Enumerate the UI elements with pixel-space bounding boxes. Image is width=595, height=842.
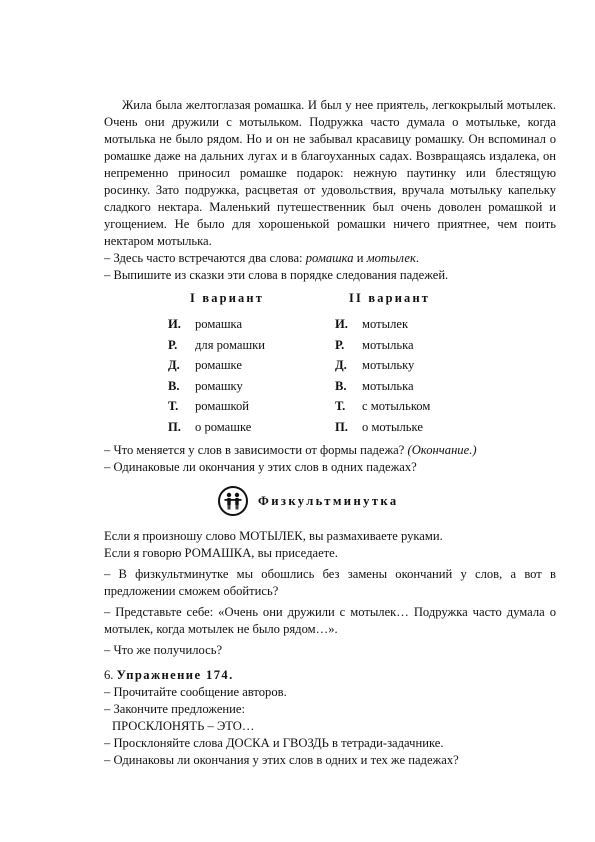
fairy-tale-paragraph: Жила была желтоглазая ромашка. И был у нее приятель, легкокрылый мотылек. Очень они дружили с мотыльком. Подружка часто думала о мотыльке, когда мотылька не было рядом. Но и он не забывал красавицу ромашку. Он вспоминал о ромашке даже на дальних лугах и в благоуханных садах. Возвращаясь издалека, он непременно приносил ромашке подарок: нежную паутинку или блестящую росинку. Зато подружка, расцветая от удовольствия, вручала мотыльку капельку сладкого нектара. Маленький путешественник был очень доволен ромашкой и угощением. Не было для хорошенькой ромашки ничего приятнее, чем поить нектаром мотылька. [104, 98, 556, 248]
case-row [168, 398, 265, 419]
task-finish-sentence: – Закончите предложение: [104, 702, 246, 716]
answer-text: (Окончание.) [407, 443, 477, 457]
case-label: Р. [168, 337, 178, 352]
case-row [335, 357, 430, 378]
case-word: ромашкой [195, 399, 250, 413]
exercise-title [104, 667, 556, 684]
case-word: мотыльку [362, 358, 415, 372]
case-word: о мотыльке [362, 419, 423, 434]
conjunction: и [353, 251, 367, 265]
case-label: Т. [335, 399, 346, 413]
question-can-we-manage: – В физкультминутке мы обошлись без замены окончаний у слов, а вот в предложении сможем обойтись? [104, 567, 556, 598]
exercise-name: Упражнение 174. [116, 668, 234, 682]
case-word: ромашка [195, 317, 243, 331]
case-row [168, 316, 265, 337]
task-sentence-start: ПРОСКЛОНЯТЬ – ЭТО… [112, 719, 255, 733]
case-label: П. [335, 419, 348, 434]
declension-table [104, 290, 556, 442]
case-word: о ромашке [195, 419, 252, 434]
case-label: Д. [168, 358, 180, 372]
task-read: – Прочитайте сообщение авторов. [104, 685, 287, 699]
exercise-number: 6. [104, 668, 114, 682]
case-word: мотылек [362, 317, 409, 331]
two-people-icon [218, 486, 248, 516]
case-row [168, 337, 265, 358]
question-what-happened: – Что же получилось? [104, 643, 223, 657]
case-row [335, 378, 430, 399]
variant-two-title: II вариант [349, 291, 431, 305]
case-label: В. [168, 378, 180, 393]
instruction-romashka: Если я говорю РОМАШКА, вы приседаете. [104, 546, 338, 560]
section-title: Физкультминутка [258, 493, 399, 508]
case-label: Т. [168, 399, 179, 413]
question-two-words [104, 250, 556, 267]
variant-one-title: I вариант [190, 291, 265, 305]
word-motylek: мотылек [366, 251, 416, 265]
case-label: И. [168, 317, 181, 331]
case-word: с мотыльком [362, 399, 431, 413]
case-label: Р. [335, 337, 345, 352]
section-header [218, 486, 556, 516]
variant-one-column [168, 316, 265, 439]
instruction-motylek: Если я произношу слово МОТЫЛЕК, вы размахиваете руками. [104, 529, 443, 543]
case-label: И. [335, 317, 348, 331]
task-compare-endings: – Одинаковы ли окончания у этих слов в одних и тех же падежах? [104, 753, 459, 767]
case-row [168, 357, 265, 378]
case-word: мотылька [362, 378, 414, 393]
case-row [335, 337, 430, 358]
question-what-changes [104, 442, 556, 459]
case-label: Д. [335, 358, 347, 372]
case-row [335, 398, 430, 419]
document-page [104, 97, 556, 769]
question-write-out: – Выпишите из сказки эти слова в порядке следования падежей. [104, 268, 449, 282]
case-word: ромашке [195, 358, 242, 372]
case-label: В. [335, 378, 347, 393]
case-word: ромашку [195, 378, 243, 393]
question-text: – Что меняется у слов в зависимости от формы падежа? [104, 443, 408, 457]
case-word: для ромашки [195, 337, 266, 352]
question-same-endings: – Одинаковые ли окончания у этих слов в одних падежах? [104, 460, 417, 474]
question-imagine: – Представьте себе: «Очень они дружили с мотылек… Подружка часто думала о мотылек, когда мотылек не было рядом…». [104, 605, 556, 636]
case-row [168, 419, 265, 440]
case-row [168, 378, 265, 399]
case-label: П. [168, 419, 181, 434]
task-decline: – Просклоняйте слова ДОСКА и ГВОЗДЬ в тетради-задачнике. [104, 736, 444, 750]
period: . [415, 251, 419, 265]
case-word: мотылька [362, 337, 414, 352]
word-romashka: ромашка [305, 251, 354, 265]
question-text: – Здесь часто встречаются два слова: [104, 251, 306, 265]
case-row [335, 316, 430, 337]
fairy-tale-text [104, 97, 556, 250]
variant-two-column [335, 316, 430, 439]
case-row [335, 419, 430, 440]
